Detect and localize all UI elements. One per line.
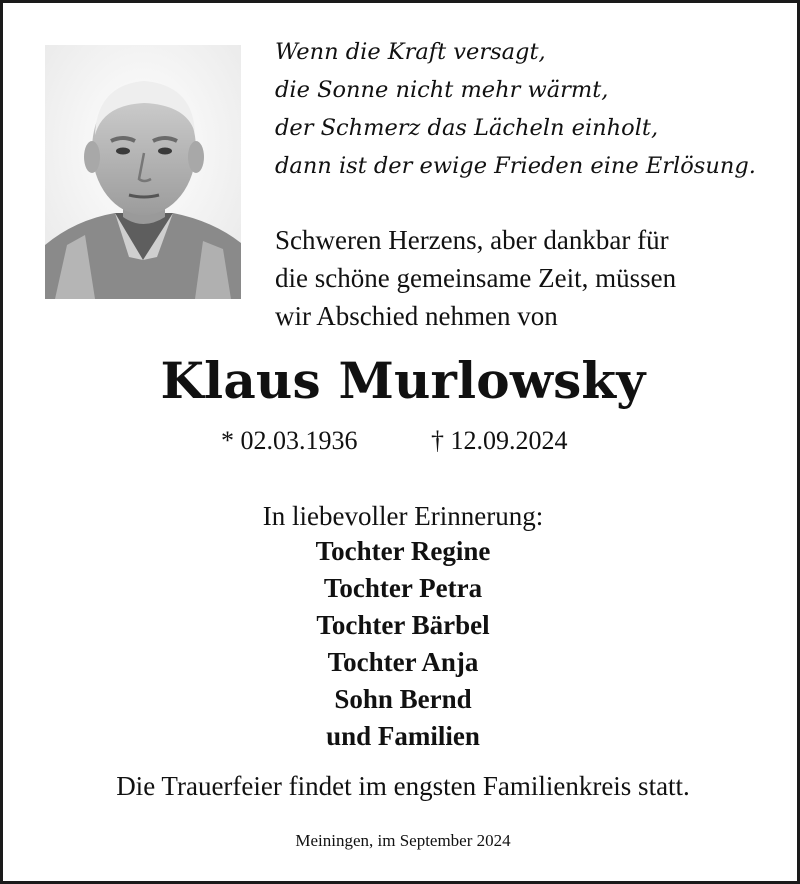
deceased-name: Klaus Murlowsky <box>160 351 646 410</box>
place-date: Meiningen, im September 2024 <box>295 831 511 850</box>
mourners-list <box>3 533 800 755</box>
poem-line: Wenn die Kraft versagt, <box>275 39 546 65</box>
intro-line: die schöne gemeinsame Zeit, müssen <box>275 263 677 293</box>
poem-line: der Schmerz das Lächeln einholt, <box>275 115 659 141</box>
portrait-photo <box>45 45 241 299</box>
intro-line: Schweren Herzens, aber dankbar für <box>275 225 669 255</box>
birth-date: * 02.03.1936 <box>221 426 358 455</box>
mourner-item: Sohn Bernd <box>334 684 472 714</box>
poem-line: die Sonne nicht mehr wärmt, <box>275 77 609 103</box>
mourner-item: Tochter Anja <box>327 647 479 677</box>
intro-line: wir Abschied nehmen von <box>275 301 558 331</box>
mourner-item: Tochter Petra <box>323 573 483 603</box>
poem-line: dann ist der ewige Frieden eine Erlösung. <box>275 153 756 179</box>
ceremony-note: Die Trauerfeier findet im engsten Familienkreis statt. <box>116 771 690 801</box>
intro-text <box>275 221 785 335</box>
mourner-item: und Familien <box>326 721 480 751</box>
poem <box>275 33 785 185</box>
death-date: † 12.09.2024 <box>431 426 568 455</box>
mourner-item: Tochter Bärbel <box>316 610 490 640</box>
portrait-photo-image <box>45 45 241 299</box>
mourner-item: Tochter Regine <box>315 536 491 566</box>
memory-heading: In liebevoller Erinnerung: <box>262 501 544 531</box>
